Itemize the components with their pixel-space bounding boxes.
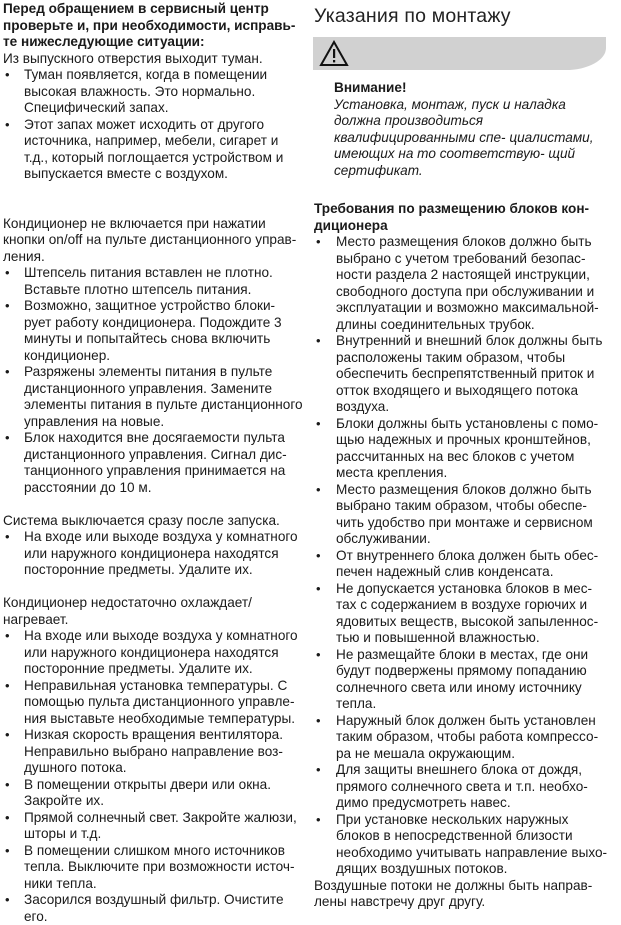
list-item-text: Разряжены элементы питания в пульте дистанционного управления. Замените элементы питания в пульте дистанционного управления на новые.	[24, 364, 303, 429]
list-item-text: Возможно, защитное устройство блоки- рует работу кондиционера. Подождите 3 минуты и попытайтесь снова включить кондиционер.	[24, 298, 282, 363]
list-item	[314, 234, 614, 333]
list-item	[314, 416, 614, 482]
list-item	[3, 777, 303, 810]
left-column	[3, 1, 303, 925]
warning-body	[334, 80, 614, 179]
list-item-text: Не допускается установка блоков в мес- тах с содержанием в воздухе горючих и ядовитых веществ, высокой запыленнос- тью и повышенной влажностью.	[336, 580, 599, 645]
list-item-text: Низкая скорость вращения вентилятора. Неправильно выбрано направление воз- душного потока.	[24, 727, 283, 775]
section-not-turning-on	[3, 216, 303, 497]
list-item-text: Засорился воздушный фильтр. Очистите его.	[24, 892, 284, 924]
closing-note: Воздушные потоки не должны быть направ- лены навстречу друг другу.	[314, 877, 593, 909]
intro-heading	[3, 1, 303, 51]
list-item-text: Для защиты внешнего блока от дождя, прямого солнечного света и т.п. необхо- димо предусмотреть навес.	[336, 762, 588, 810]
right-column	[314, 0, 614, 911]
list-item	[3, 529, 303, 579]
warning-banner	[313, 37, 606, 70]
list-item	[3, 117, 303, 183]
list-item-text: Этот запах может исходить от другого источника, например, мебели, сигарет и т.д., который поглощается устройством и выпускается вместе с воздухом.	[24, 116, 284, 181]
list-item-text: Наружный блок должен быть установлен таким образом, чтобы работа компрессо- ра не мешала окружающим.	[336, 712, 599, 761]
list-item	[314, 647, 614, 713]
list-item-text: Внутренний и внешний блок должны быть расположены таким образом, чтобы обеспечить беспрепятственный приток и отток входящего и выходящего потока воздуха.	[336, 333, 603, 414]
list-item-text: Блоки должны быть установлены с помо- щью надежных и прочных кронштейнов, рассчитанных на вес блоков с учетом места крепления.	[336, 415, 599, 480]
list-item	[314, 333, 614, 416]
requirements-heading: Требования по размещению блоков кон- диционера	[314, 201, 590, 233]
intro-heading-line: Перед обращением в сервисный центр	[3, 1, 269, 16]
list-item	[3, 810, 303, 843]
section-list	[3, 265, 303, 496]
list-item	[314, 713, 614, 763]
list-item	[3, 892, 303, 925]
section-title: Кондиционер не включается при нажатии кнопки on/off на пульте дистанционного управ- ления.	[3, 215, 297, 264]
list-item	[314, 581, 614, 647]
section-title: Система выключается сразу после запуска.	[3, 512, 280, 528]
list-item-text: На входе или выходе воздуха у комнатного или наружного кондиционера находятся посторонние предметы. Удалите их.	[24, 628, 298, 676]
list-item-text: От внутреннего блока должен быть обес- печен надежный слив конденсата.	[336, 547, 599, 579]
list-item	[314, 548, 614, 581]
warning-triangle-icon	[319, 40, 349, 67]
warning-title: Внимание!	[334, 80, 407, 95]
section-title: Из выпускного отверстия выходит туман.	[3, 50, 263, 66]
list-item	[314, 482, 614, 548]
list-item	[3, 843, 303, 893]
list-item	[3, 678, 303, 728]
list-item	[314, 762, 614, 812]
list-item	[3, 430, 303, 496]
section-shuts-off	[3, 513, 303, 579]
section-list	[3, 628, 303, 925]
intro-heading-line: те нижеследующие ситуации:	[3, 34, 205, 49]
section-list	[3, 67, 303, 183]
list-item-text: Место размещения блоков должно быть выбрано таким образом, чтобы обеспе- чить удобство при монтаже и сервисном обслуживании.	[336, 481, 593, 546]
section-list	[3, 529, 303, 579]
list-item-text: Штепсель питания вставлен не плотно. Вставьте плотно штепсель питания.	[24, 265, 273, 297]
list-item-text: Туман появляется, когда в помещении высокая влажность. Это нормально. Специфический запах.	[24, 67, 268, 115]
section-insufficient-cooling	[3, 595, 303, 925]
list-item-text: Неправильная установка температуры. С помощью пульта дистанционного управле- ния выставьте необходимые температуры.	[24, 677, 296, 726]
list-item	[3, 727, 303, 777]
warning-text: Установка, монтаж, пуск и наладка должна производиться квалифицированными спе- циалистами, имеющих на то соответствую- щий сертификат.	[334, 96, 594, 178]
requirements-list	[314, 234, 614, 878]
list-item	[3, 67, 303, 117]
list-item-text: Не размещайте блоки в местах, где они будут подвержены прямому попаданию солнечного света или иному источнику тепла.	[336, 646, 589, 711]
list-item-text: В помещении открыты двери или окна. Закройте их.	[24, 776, 272, 808]
list-item	[314, 812, 614, 878]
list-item-text: При установке нескольких наружных блоков в непосредственной близости необходимо учитывать направление выхо- дящих воздушных потоков.	[336, 811, 608, 876]
list-item	[3, 265, 303, 298]
section-fog	[3, 51, 303, 183]
list-item-text: Место размещения блоков должно быть выбрано с учетом требований безопас- ности раздела 2 настоящей инструкции, свободного доступа при обслуживании и эксплуатации и возможно максимальной- длины соединительных трубок.	[336, 234, 599, 332]
page-title: Указания по монтажу	[314, 5, 511, 27]
list-item-text: На входе или выходе воздуха у комнатного или наружного кондиционера находятся посторонние предметы. Удалите их.	[24, 529, 298, 577]
section-title: Кондиционер недостаточно охлаждает/нагревает.	[3, 595, 252, 627]
list-item	[3, 628, 303, 678]
list-item-text: Блок находится вне досягаемости пульта дистанционного управления. Сигнал дис- танционного управления принимается на расстоянии до 10 м.	[24, 430, 287, 495]
list-item-text: Прямой солнечный свет. Закройте жалюзи, шторы и т.д.	[24, 809, 297, 841]
list-item-text: В помещении слишком много источников тепла. Выключите при возможности источ- ники тепла.	[24, 842, 295, 891]
intro-heading-line: проверьте и, при необходимости, исправь-	[3, 17, 296, 33]
list-item	[3, 298, 303, 364]
list-item	[3, 364, 303, 430]
